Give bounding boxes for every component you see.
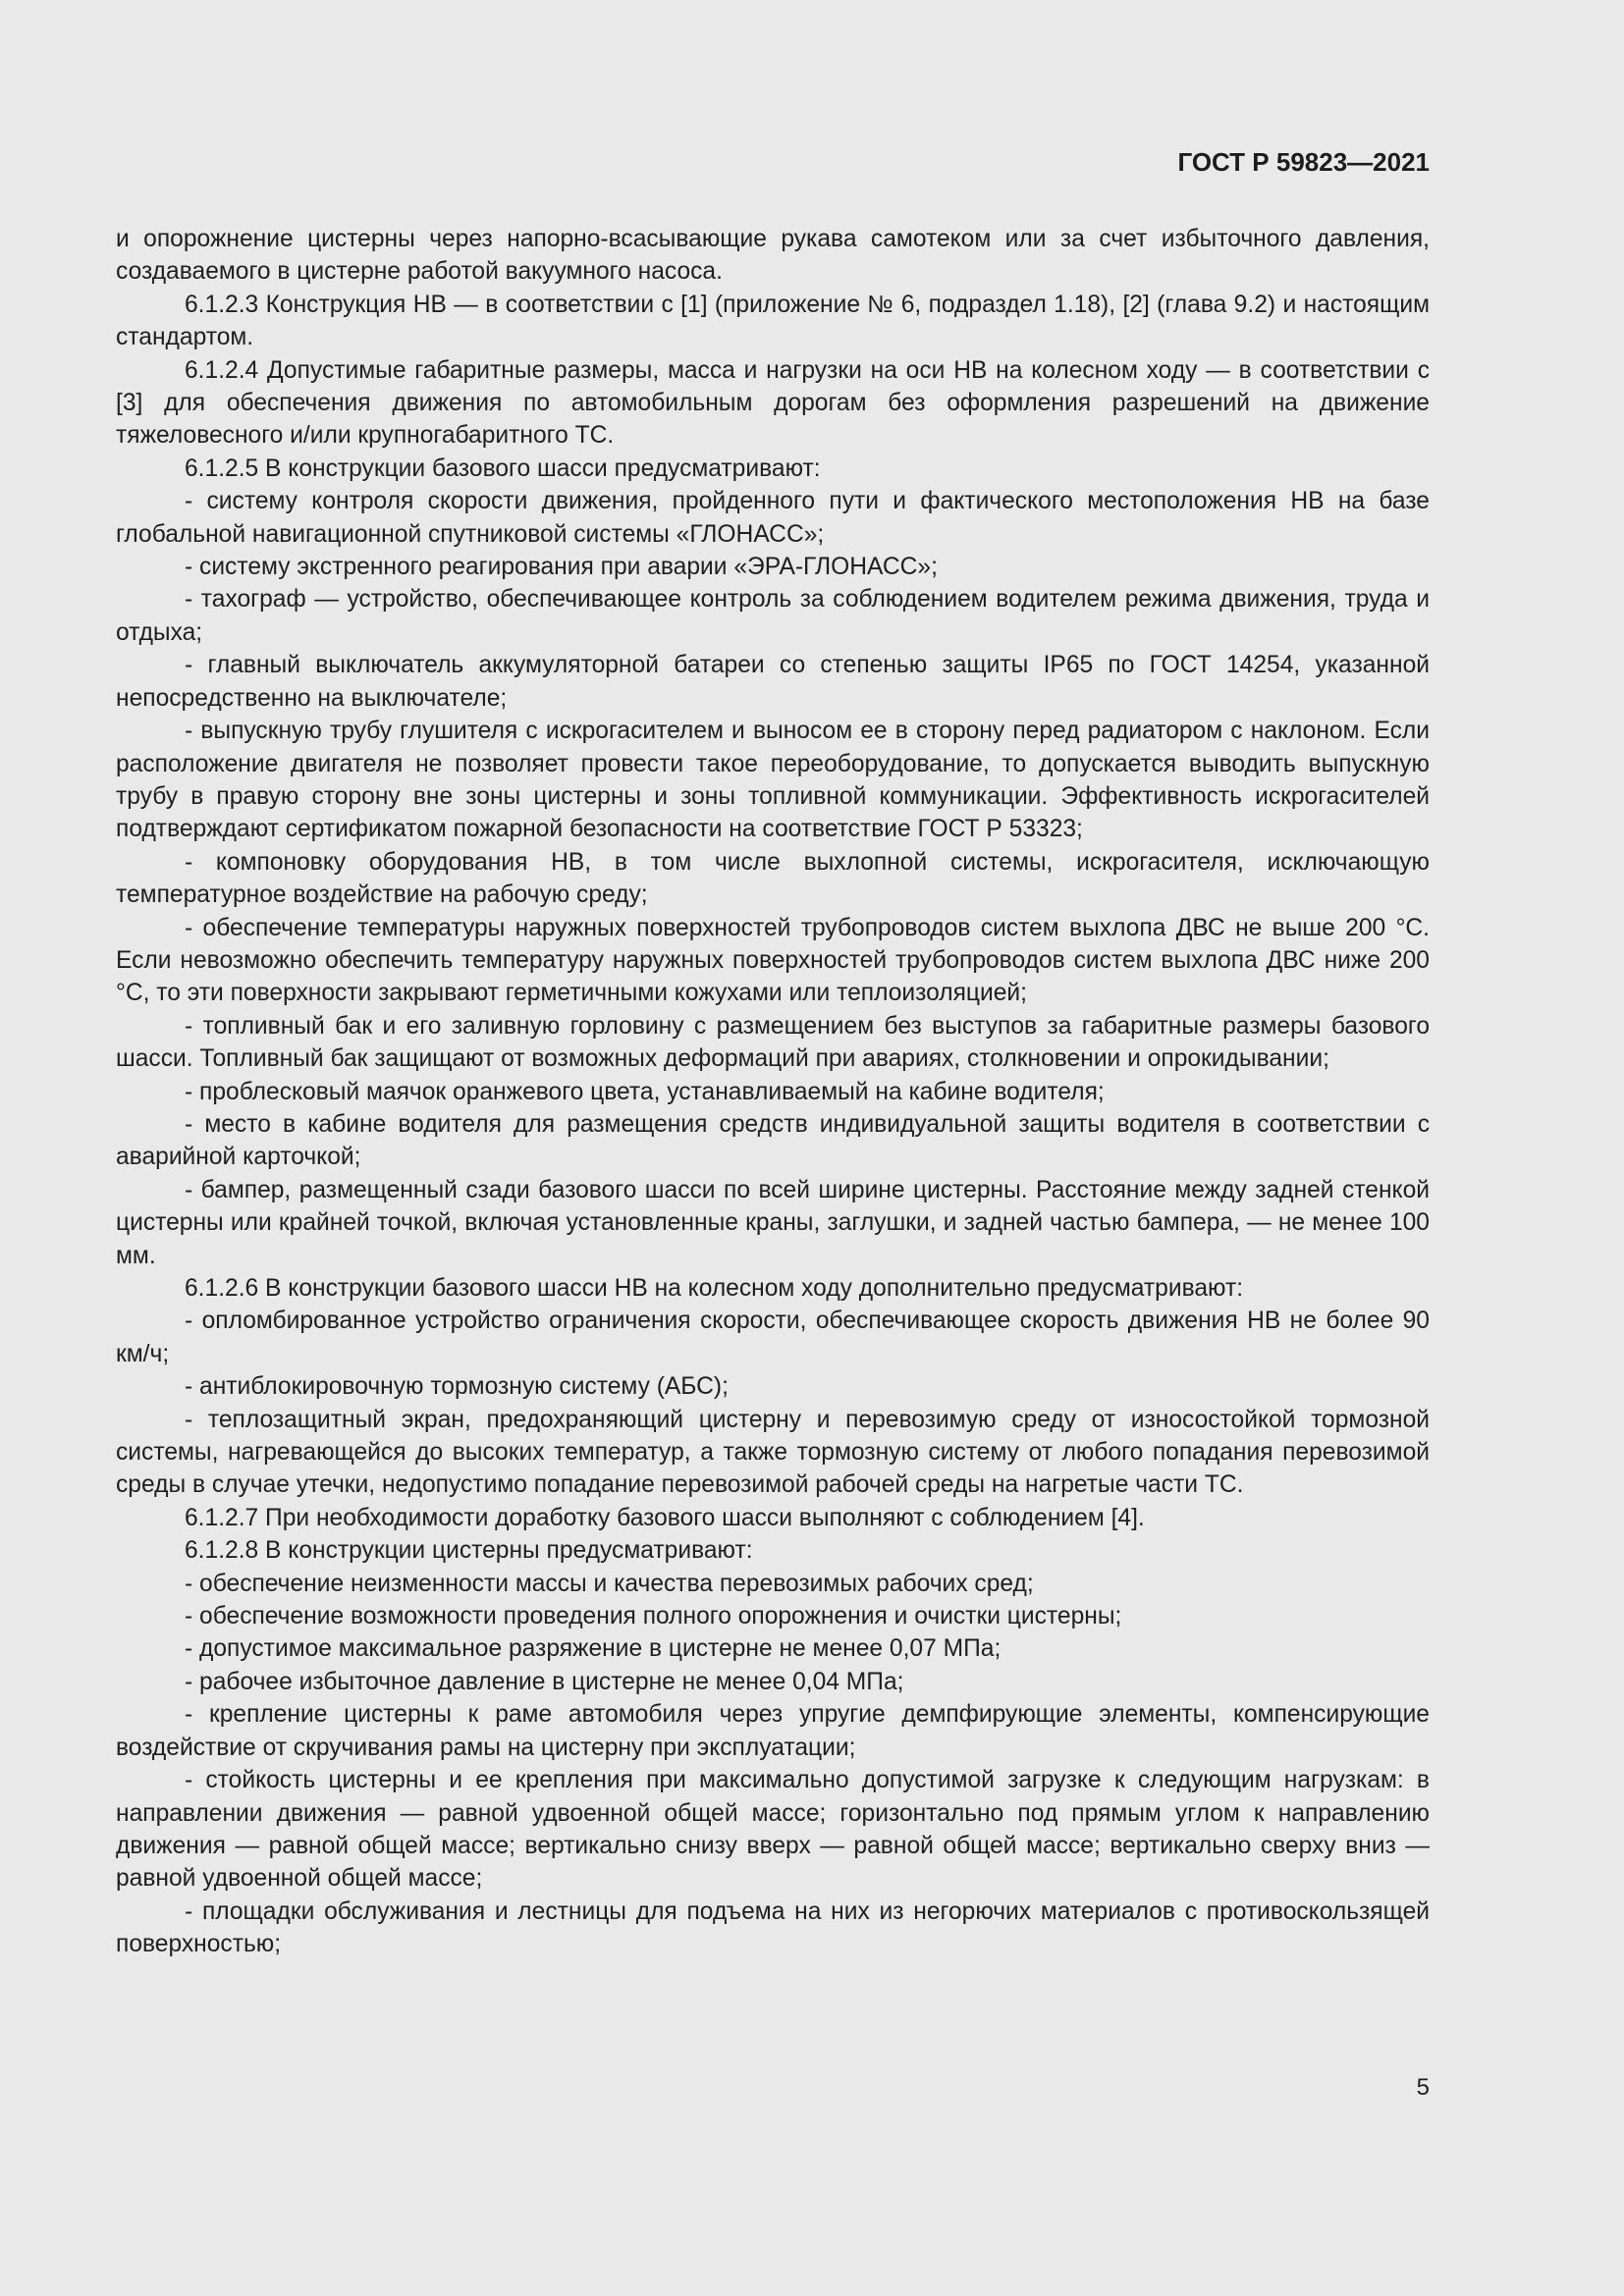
paragraph: - крепление цистерны к раме автомобиля через упругие демпфирующие элементы, компенсирующие воздействие от скручивания рамы на цистерну при эксплуатации; — [116, 1701, 1430, 1761]
paragraph: - стойкость цистерны и ее крепления при максимально допустимой загрузке к следующим нагрузкам: в направлении движения — равной удвоенной общей массе; горизонтально под прямым углом к направлению движения — равной общей массе; вертикально снизу вверх — равной общей массе; вертикально сверху вниз — равной удвоенной общей массе; — [116, 1767, 1430, 1893]
paragraph: - систему контроля скорости движения, пройденного пути и фактического местоположения НВ на базе глобальной навигационной спутниковой системы «ГЛОНАСС»; — [116, 488, 1430, 548]
paragraph: - систему экстренного реагирования при аварии «ЭРА-ГЛОНАСС»; — [185, 554, 938, 581]
document-standard-number: ГОСТ Р 59823—2021 — [1177, 147, 1430, 177]
paragraph: - рабочее избыточное давление в цистерне не менее 0,04 МПа; — [185, 1668, 904, 1695]
paragraph: 6.1.2.6 В конструкции базового шасси НВ на колесном ходу дополнительно предусматривают: — [185, 1275, 1244, 1302]
paragraph: - главный выключатель аккумуляторной батареи со степенью защиты IP65 по ГОСТ 14254, указанной непосредственно на выключателе; — [116, 652, 1430, 712]
paragraph: - компоновку оборудования НВ, в том числе выхлопной системы, искрогасителя, исключающую температурное воздействие на рабочую среду; — [116, 848, 1430, 909]
paragraph: 6.1.2.3 Конструкция НВ — в соответствии с [1] (приложение № 6, подраздел 1.18), [2] (глава 9.2) и настоящим стандартом. — [116, 291, 1430, 351]
paragraph: - допустимое максимальное разряжение в цистерне не менее 0,07 МПа; — [185, 1635, 1001, 1663]
paragraph: - бампер, размещенный сзади базового шасси по всей ширине цистерны. Расстояние между задней стенкой цистерны или крайней точкой, включая установленные краны, заглушки, и задней частью бампера, — не менее 100 мм. — [116, 1176, 1430, 1269]
paragraph: - обеспечение температуры наружных поверхностей трубопроводов систем выхлопа ДВС не выше 200 °С. Если невозможно обеспечить температуру наружных поверхностей трубопроводов систем выхлопа ДВС ниже 200 °С, то эти поверхности закрывают герметичными кожухами или теплоизоляцией; — [116, 914, 1430, 1007]
paragraph: 6.1.2.8 В конструкции цистерны предусматривают: — [185, 1537, 753, 1565]
paragraph: - площадки обслуживания и лестницы для подъема на них из негорючих материалов с противоскользящей поверхностью; — [116, 1897, 1430, 1958]
paragraph: - топливный бак и его заливную горловину с размещением без выступов за габаритные размеры базового шасси. Топливный бак защищают от возможных деформаций при авариях, столкновении и опрокидывании; — [116, 1012, 1430, 1073]
paragraph: 6.1.2.7 При необходимости доработку базового шасси выполняют с соблюдением [4]. — [185, 1504, 1145, 1531]
paragraph: - теплозащитный экран, предохраняющий цистерну и перевозимую среду от износостойкой тормозной системы, нагревающейся до высоких температур, а также тормозную систему от любого попадания перевозимой среды в случае утечки, недопустимо попадание перевозимой рабочей среды на нагретые части ТС. — [116, 1406, 1430, 1499]
paragraph: и опорожнение цистерны через напорно-всасывающие рукава самотеком или за счет избыточного давления, создаваемого в цистерне работой вакуумного насоса. — [116, 226, 1430, 286]
document-body — [116, 223, 1430, 1961]
page-number: 5 — [1416, 2074, 1430, 2101]
paragraph: 6.1.2.5 В конструкции базового шасси предусматривают: — [185, 454, 821, 482]
paragraph: - опломбированное устройство ограничения скорости, обеспечивающее скорость движения НВ не более 90 км/ч; — [116, 1308, 1430, 1367]
paragraph: 6.1.2.4 Допустимые габаритные размеры, масса и нагрузки на оси НВ на колесном ходу — в соответствии с [3] для обеспечения движения по автомобильным дорогам без оформления разрешений на движение тяжеловесного и/или крупногабаритного ТС. — [116, 356, 1430, 450]
paragraph: - обеспечение неизменности массы и качества перевозимых рабочих сред; — [185, 1570, 1034, 1597]
paragraph: - тахограф — устройство, обеспечивающее контроль за соблюдением водителем режима движения, труда и отдыха; — [116, 586, 1430, 646]
paragraph: - антиблокировочную тормозную систему (АБС); — [185, 1373, 729, 1401]
paragraph: - место в кабине водителя для размещения средств индивидуальной защиты водителя в соответствии с аварийной карточкой; — [116, 1110, 1430, 1171]
paragraph: - проблесковый маячок оранжевого цвета, устанавливаемый на кабине водителя; — [185, 1078, 1105, 1105]
paragraph: - обеспечение возможности проведения полного опорожнения и очистки цистерны; — [185, 1603, 1122, 1630]
paragraph: - выпускную трубу глушителя с искрогасителем и выносом ее в сторону перед радиатором с наклоном. Если расположение двигателя не позволяет провести такое переоборудование, то допускается выводить выпускную трубу в правую сторону вне зоны цистерны и зоны топливной коммуникации. Эффективность искрогасителей подтверждают сертификатом пожарной безопасности на соответствие ГОСТ Р 53323; — [116, 718, 1430, 843]
